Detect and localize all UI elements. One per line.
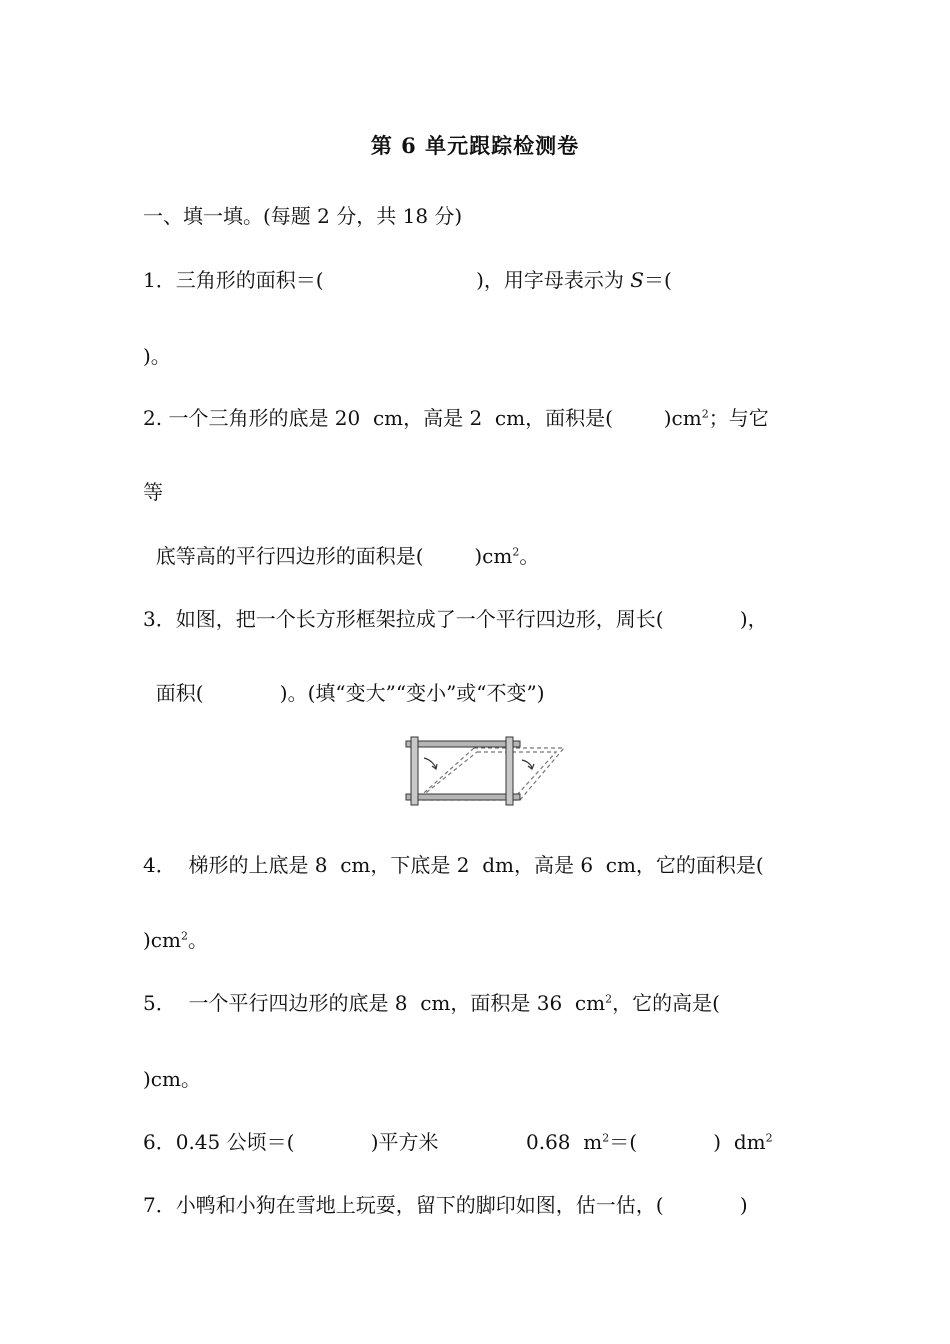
question-5-line-1 — [143, 990, 720, 1016]
parallelogram-outline — [416, 748, 564, 800]
frame-figure — [404, 734, 572, 808]
question-6-part-2-text: 0.68 m — [526, 1130, 603, 1154]
question-6-sup-2: 2 — [765, 1131, 773, 1145]
question-5-text-b: ，它的高是( — [612, 991, 720, 1015]
question-2-line-3 — [143, 543, 539, 569]
question-6-part-2-text-b: ＝( ) dm — [609, 1130, 766, 1154]
rectangle-frame — [406, 737, 520, 805]
question-2-text: 2. 一个三角形的底是 20 cm，高是 2 cm，面积是( )cm — [143, 406, 702, 430]
question-2-line-1 — [143, 405, 769, 431]
question-4-sup: 2 — [180, 929, 188, 943]
question-2-sup: 2 — [701, 407, 709, 421]
question-6-sup-1: 2 — [602, 1131, 610, 1145]
question-1-variable: S — [630, 268, 644, 292]
question-6-part-2 — [526, 1129, 773, 1155]
question-1-line-2: )。 — [143, 344, 171, 368]
question-1-line-1 — [143, 267, 672, 293]
question-5-text: 5． 一个平行四边形的底是 8 cm，面积是 36 cm — [143, 991, 606, 1015]
question-4-line-2 — [143, 927, 208, 953]
question-1-text-b: ＝( — [643, 268, 672, 292]
question-5-sup: 2 — [605, 992, 613, 1006]
question-2-line-2: 等 — [143, 480, 163, 504]
question-4-end: 。 — [187, 928, 208, 952]
question-3-line-2: 面积( )。(填“变大”“变小”或“不变”) — [143, 681, 545, 705]
question-3-line-1: 3．如图，把一个长方形框架拉成了一个平行四边形，周长( )， — [143, 607, 768, 631]
question-2-line-3-text: 底等高的平行四边形的面积是( )cm — [143, 544, 513, 568]
question-2-line-3-end: 。 — [519, 544, 540, 568]
section-heading: 一、填一填。(每题 2 分，共 18 分) — [143, 204, 463, 228]
question-2-line-3-sup: 2 — [512, 545, 520, 559]
question-4-text: )cm — [143, 928, 181, 952]
page-title: 第 6 单元跟踪检测卷 — [370, 133, 580, 158]
arrow-icon — [424, 758, 534, 769]
question-5-line-2: )cm。 — [143, 1067, 201, 1091]
question-6-part-1: 6．0.45 公顷＝( )平方米 — [143, 1130, 439, 1154]
question-7-line-1: 7．小鸭和小狗在雪地上玩耍，留下的脚印如图，估一估，( ) — [143, 1193, 748, 1217]
question-1-text: 1．三角形的面积＝( )，用字母表示为 — [143, 268, 631, 292]
question-2-text-b: ；与它 — [708, 406, 769, 430]
question-4-line-1: 4． 梯形的上底是 8 cm，下底是 2 dm，高是 6 cm，它的面积是( — [143, 853, 764, 877]
